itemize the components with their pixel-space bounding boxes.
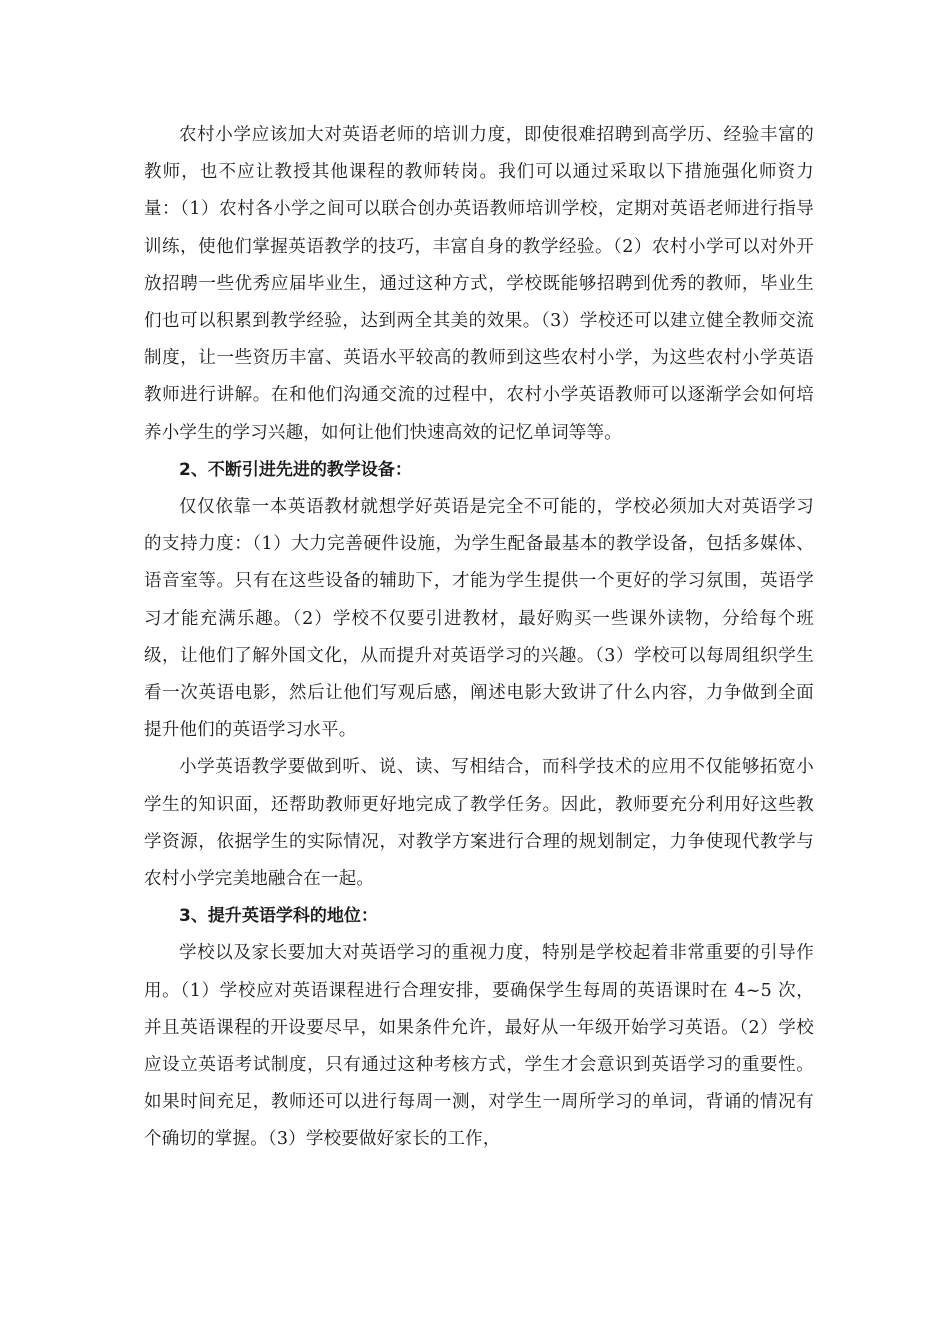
paragraph-integration: 小学英语教学要做到听、说、读、写相结合，而科学技术的应用不仅能够拓宽小学生的知识面，还帮助教师更好地完成了教学任务。因此，教师要充分利用好这些教学资源，依据学生的实际情况，对教学方案进行合理的规划制定，力争使现代教学与农村小学完美地融合在一起。 (144, 757, 814, 890)
paragraph-equipment: 仅仅依靠一本英语教材就想学好英语是完全不可能的，学校必须加大对英语学习的支持力度：（1）大力完善硬件设施，为学生配备最基本的教学设备，包括多媒体、语音室等。只有在这些设备的辅助下，才能为学生提供一个更好的学习氛围，英语学习才能充满乐趣。（2）学校不仅要引进教材，最好购买一些课外读物，分给每个班级，让他们了解外国文化，从而提升对英语学习的兴趣。（3）学校可以每周组织学生看一次英语电影，然后让他们写观后感，阐述电影大致讲了什么内容，力争做到全面提升他们的英语学习水平。 (144, 497, 814, 741)
section-heading-equipment: 2、不断引进先进的教学设备： (179, 459, 412, 480)
document-page (144, 117, 814, 1159)
paragraph-teacher-training: 农村小学应该加大对英语老师的培训力度，即使很难招聘到高学历、经验丰富的教师，也不应让教授其他课程的教师转岗。我们可以通过采取以下措施强化师资力量：（1）农村各小学之间可以联合创办英语教师培训学校，定期对英语老师进行指导训练，使他们掌握英语教学的技巧，丰富自身的教学经验。（2）农村小学可以对外开放招聘一些优秀应届毕业生，通过这种方式，学校既能够招聘到优秀的教师，毕业生们也可以积累到教学经验，达到两全其美的效果。（3）学校还可以建立健全教师交流制度，让一些资历丰富、英语水平较高的教师到这些农村小学，为这些农村小学英语教师进行讲解。在和他们沟通交流的过程中，农村小学英语教师可以逐渐学会如何培养小学生的学习兴趣，如何让他们快速高效的记忆单词等等。 (144, 125, 814, 443)
paragraph-status: 学校以及家长要加大对英语学习的重视力度，特别是学校起着非常重要的引导作用。（1）学校应对英语课程进行合理安排，要确保学生每周的英语课时在 4~5 次，并且英语课程的开设要尽早，如果条件允许，最好从一年级开始学习英语。（2）学校应设立英语考试制度，只有通过这种考核方式，学生才会意识到英语学习的重要性。如果时间充足，教师还可以进行每周一测，对学生一周所学习的单词，背诵的情况有个确切的掌握。（3）学校要做好家长的工作， (144, 943, 814, 1150)
section-heading-status: 3、提升英语学科的地位： (179, 906, 378, 927)
